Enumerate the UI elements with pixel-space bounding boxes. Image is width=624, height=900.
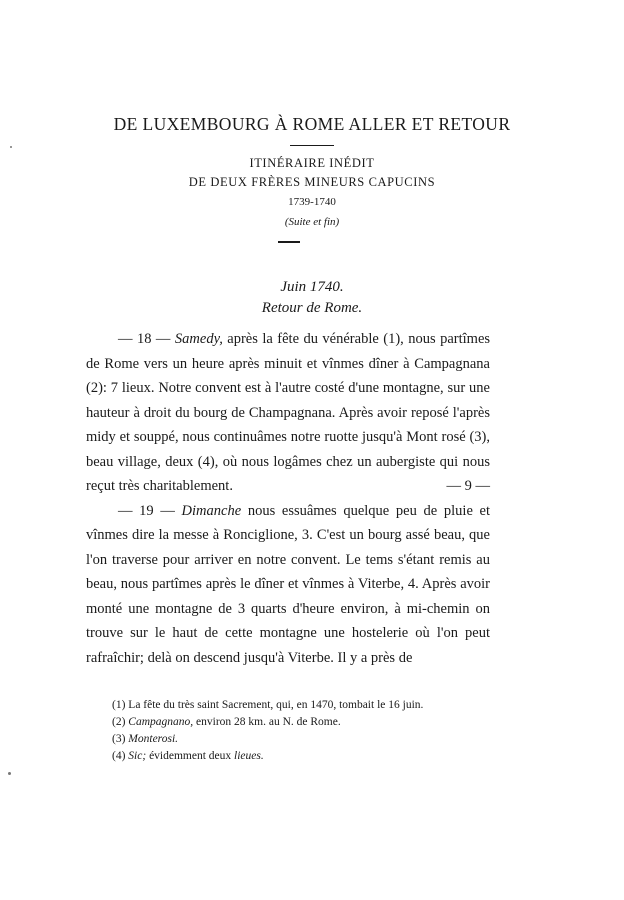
section-heading: Retour de Rome.: [261, 300, 363, 316]
scan-speck: [10, 146, 12, 148]
footnote-4: [86, 748, 490, 765]
footnote-3: [86, 731, 490, 748]
footnote-text: évidemment deux: [149, 750, 232, 762]
day-number: — 19 —: [118, 502, 175, 519]
day-name: Dimanche: [181, 502, 242, 519]
footnote-marker: (2): [112, 716, 126, 728]
section-rule: [278, 241, 300, 243]
years: 1739-1740: [288, 196, 336, 208]
footnote-2: [86, 714, 490, 731]
title-rule: [290, 145, 334, 146]
continuation-note: (Suite et fin): [284, 216, 340, 228]
footnote-italic: Sic;: [128, 750, 147, 762]
footnote-text: La fête du très saint Sacrement, qui, en 1470, tombait le 16 juin.: [128, 699, 424, 711]
footnote-marker: (1): [112, 699, 126, 711]
footnote-marker: (4): [112, 750, 126, 762]
scan-speck: [8, 772, 11, 775]
day-name: Samedy,: [174, 331, 223, 347]
footnote-italic: Monterosi.: [128, 733, 179, 745]
paragraph-text: nous essuâmes quelque peu de pluie et vînmes dire la messe à Ronciglione, 3. C'est un bourg assé beau, que l'on traverse pour arriver en notre convent. Le tems s'étant remis au beau, nous partîmes après le dîner et vînmes à Viterbe, 4. Après avoir monté une montagne de 3 quarts d'heure environ, à mi-chemin on trouve sur le haut de cette montagne une hostelerie où l'on peut rafraîchir; delà on descend jusqu'à Viterbe. Il y a près de: [86, 502, 491, 666]
subtitle-line-2: DE DEUX FRÈRES MINEURS CAPUCINS: [188, 175, 436, 189]
footnote-italic: Campagnano,: [128, 716, 194, 728]
page-number: — 9 —: [446, 478, 490, 494]
footnote-marker: (3): [112, 733, 126, 745]
body-text: [86, 327, 490, 670]
section-date: Juin 1740.: [280, 279, 344, 295]
footnote-italic: lieues.: [234, 750, 264, 762]
footnotes: [86, 697, 490, 765]
paragraph-19: [86, 499, 490, 671]
footnote-text: environ 28 km. au N. de Rome.: [196, 716, 341, 728]
paragraph-text: après la fête du vénérable (1), nous partîmes de Rome vers un heure après minuit et vînmes dîner à Campagnana (2): 7 lieux. Notre convent est à l'autre costé d'une montagne, sur une hauteur à droit du bourg de Champagnana. Après avoir reposé l'après midy et souppé, nous continuâmes notre ruotte jusqu'à Mont rosé (3), beau village, deux (4), où nous logâmes chez un aubergiste qui nous reçut très charitablement.: [86, 331, 491, 494]
subtitle-line-1: ITINÉRAIRE INÉDIT: [249, 156, 375, 170]
day-number: — 18 —: [118, 331, 171, 347]
paragraph-18: [86, 327, 490, 499]
page-title: DE LUXEMBOURG À ROME ALLER ET RETOUR: [113, 114, 511, 134]
footnote-1: [86, 697, 490, 714]
